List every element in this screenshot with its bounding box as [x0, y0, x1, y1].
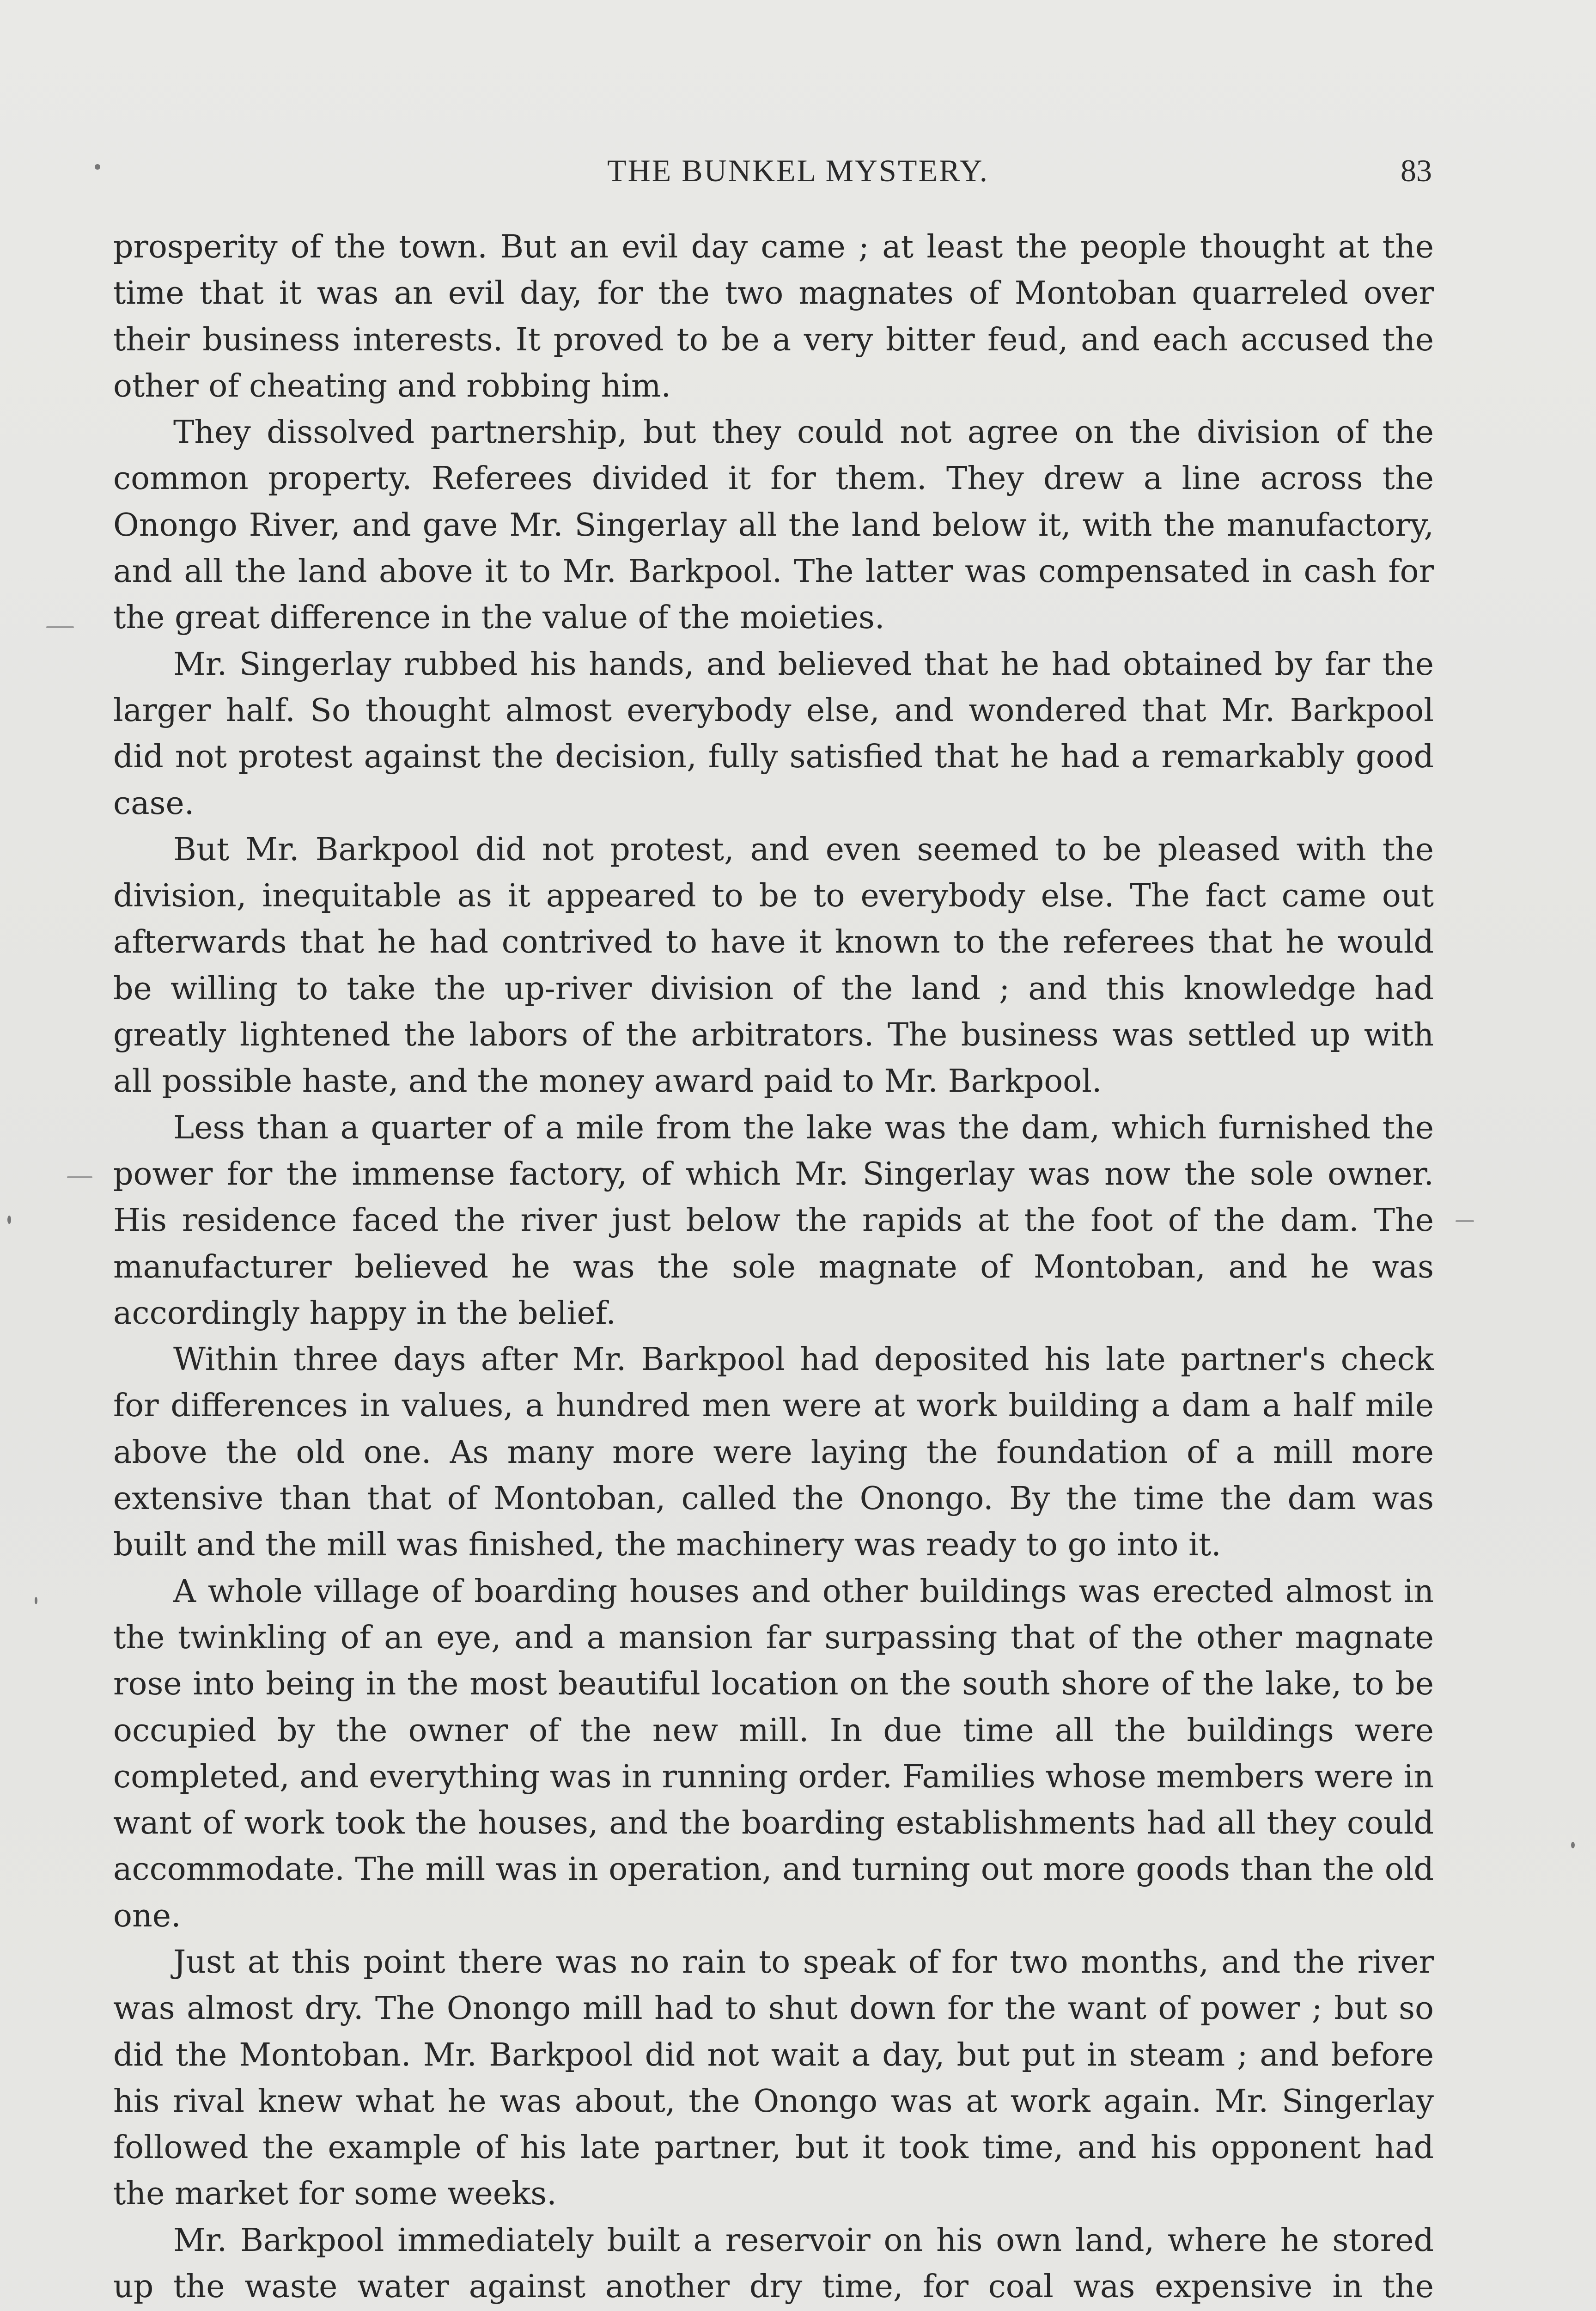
- print-speck: [7, 1216, 11, 1224]
- print-speck: [95, 164, 100, 170]
- page-header: [0, 148, 1596, 199]
- paragraph: Less than a quarter of a mile from the lake was the dam, which furnished the power for the immense factory, of which Mr. Singerlay was now the sole owner. His residence faced the river just below the rapids at the foot of the dam. The manufacturer believed he was the sole magnate of Montoban, and he was accordingly happy in the belief.: [113, 1109, 1434, 1332]
- print-speck: [1456, 1220, 1474, 1222]
- paragraph: But Mr. Barkpool did not protest, and even seemed to be pleased with the division, inequitable as it appeared to be to everybody else. The fact came out afterwards that he had contrived to have it known to the referees that he would be willing to take the up-river division of the land ; and this knowledge had greatly lightened the labors of the arbitrators. The business was settled up with all possible haste, and the money award paid to Mr. Barkpool.: [113, 831, 1434, 1100]
- paragraph: prosperity of the town. But an evil day came ; at least the people thought at the time that it was an evil day, for the two magnates of Montoban quarreled over their business interests. It proved to be a very bitter feud, and each accused the other of cheating and robbing him.: [113, 229, 1434, 404]
- print-speck: [35, 1597, 37, 1604]
- print-speck: [46, 626, 74, 628]
- page-number: 83: [1401, 153, 1432, 188]
- paragraph: Within three days after Mr. Barkpool had deposited his late partner's check for differences in values, a hundred men were at work building a dam a half mile above the old one. As many more were laying the foundation of a mill more extensive than that of Montoban, called the Onongo. By the time the dam was built and the mill was finished, the machinery was ready to go into it.: [113, 1341, 1434, 1564]
- body-text: [113, 224, 1434, 2311]
- running-title: THE BUNKEL MYSTERY.: [607, 153, 989, 188]
- paragraph: A whole village of boarding houses and other buildings was erected almost in the twinkling of an eye, and a mansion far surpassing that of the other magnate rose into being in the most beautiful location on the south shore of the lake, to be occupied by the owner of the new mill. In due time all the buildings were completed, and everything was in running order. Families whose members were in want of work took the houses, and the boarding establishments had all they could accommodate. The mill was in operation, and turning out more goods than the old one.: [113, 1573, 1434, 1934]
- paragraph: Mr. Singerlay rubbed his hands, and believed that he had obtained by far the larger half. So thought almost everybody else, and wondered that Mr. Barkpool did not protest against the decision, fully satisfied that he had a remarkably good case.: [113, 646, 1434, 822]
- paragraph: Just at this point there was no rain to speak of for two months, and the river was almost dry. The Onongo mill had to shut down for the want of power ; but so did the Montoban. Mr. Barkpool did not wait a day, but put in steam ; and before his rival knew what he was about, the Onongo was at work again. Mr. Singerlay followed the example of his late partner, but it took time, and his opponent had the market for some weeks.: [113, 1944, 1434, 2213]
- print-speck: [1571, 1842, 1575, 1848]
- print-speck: [67, 1176, 92, 1178]
- paragraph: Mr. Barkpool immediately built a reservoir on his own land, where he stored up the waste water against another dry time, for coal was expensive in the: [113, 2222, 1434, 2305]
- paragraph: They dissolved partnership, but they could not agree on the division of the common property. Referees divided it for them. They drew a line across the Onongo River, and gave Mr. Singerlay all the land below it, with the manufactory, and all the land above it to Mr. Barkpool. The latter was compensated in cash for the great difference in the value of the moieties.: [113, 414, 1434, 636]
